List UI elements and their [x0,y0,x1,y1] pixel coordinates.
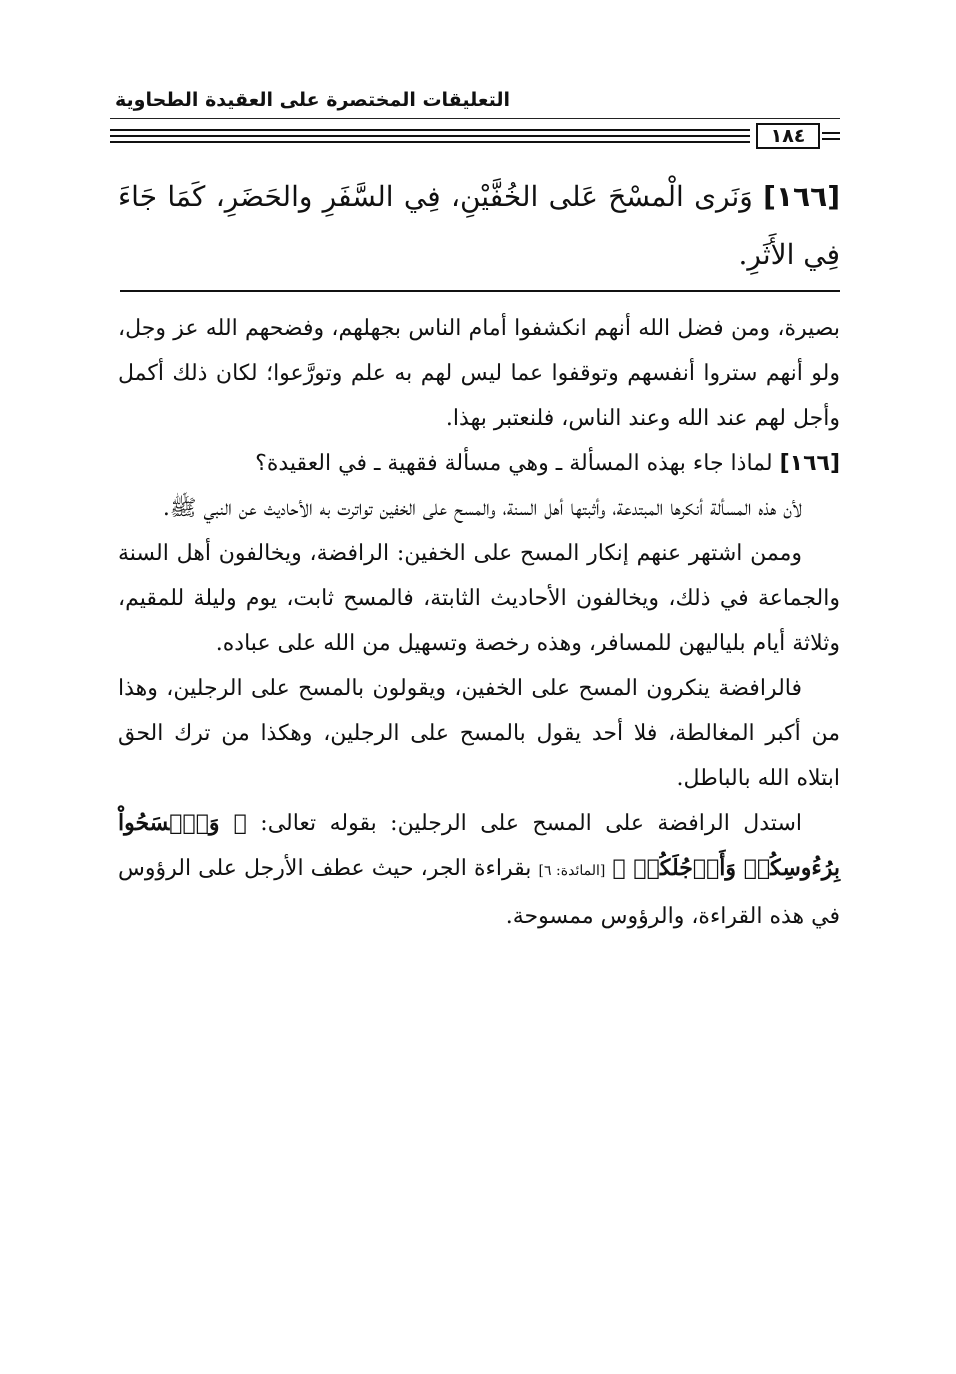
rule-line [822,138,840,140]
page-number: ١٨٤ [756,123,820,149]
rule-line [110,129,750,131]
matn-text [118,168,840,284]
rule-line [110,135,750,137]
quran-verse: ﴿ وَٱمۡسَحُواْ بِرُءُوسِكُمۡ وَأَرۡجُلَكُمۡ ﴾ [118,810,840,881]
running-title: التعليقات المختصرة على العقيدة الطحاوية [115,89,510,111]
paragraph: وممن اشتهر عنهم إنكار المسح على الخفين: الرافضة، ويخالفون أهل السنة والجماعة في ذلك، ويخالفون الأحاديث الثابتة، فالمسح ثابت، يوم وليلة للمقيم، وثلاثة أيام بلياليهن للمسافر، وهذه رخصة وتسهيل من الله على عباده. [118,541,840,656]
question-heading [118,441,840,486]
matn-number: [١٦٦] [763,180,841,213]
quran-reference: [المائدة: ٦] [538,863,606,879]
paragraph: لأن هذه المسألة أنكرها المبتدعة، وأثبتها أهل السنة، والمسح على الخفين تواترت به الأحاديث عن النبي ﷺ. [162,496,802,521]
rule-line [110,141,750,143]
commentary [118,306,840,939]
paragraph-rest: بقراءة الجر، حيث عطف الأرجل على الرؤوس في هذه القراءة، والرؤوس ممسوحة. [118,856,840,929]
paragraph-intro: استدل الرافضة على المسح على الرجلين: بقوله تعالى: [260,811,802,836]
matn-body: وَنَرى الْمسْحَ عَلى الخُفَّيْنِ، فِي السَّفَرِ والحَضَرِ، كَمَا جَاءَ فِي الأَثَرِ. [118,180,840,271]
paragraph: فالرافضة ينكرون المسح على الخفين، ويقولون بالمسح على الرجلين، وهذا من أكبر المغالطة، فلا أحد يقول بالمسح على الرجلين، وهكذا من ترك الحق ابتلاه الله بالباطل. [118,676,840,791]
paragraph: بصيرة، ومن فضل الله أنهم انكشفوا أمام الناس بجهلهم، وفضحهم الله عز وجل، ولو أنهم ستروا أنفسهم وتوقفوا عما ليس لهم به علم وتورَّعوا؛ لكان ذلك أكمل وأجل لهم عند الله وعند الناس، فلنعتبر بهذا. [118,316,840,431]
paragraph [118,801,840,939]
rule-line [822,132,840,134]
section-divider [120,290,840,292]
question-number: [١٦٦] [779,451,840,476]
question-text: لماذا جاء بهذه المسألة ـ وهي مسألة فقهية ـ في العقيدة؟ [255,451,773,476]
page-number-rule [110,123,840,147]
header-rule [110,118,840,119]
